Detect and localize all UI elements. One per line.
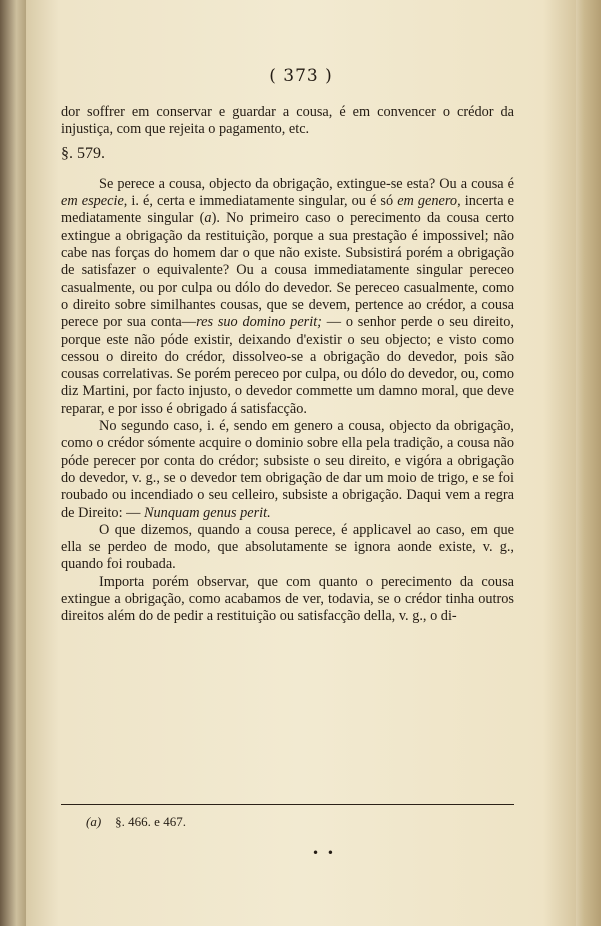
paragraph-1 [61,176,514,418]
footnote-divider [61,804,514,805]
p1-text-3: , i. é, certa e immediatamente singular, ou é só [123,193,398,210]
book-page-edges-right [573,0,601,926]
section-heading: §. 579. [61,144,105,162]
p1-italic-genero: em genero [397,193,458,210]
paragraph-3: O que dizemos, quando a cousa perece, é applicavel ao caso, em que ella se perdeo de modo, que absolutamente se ignora aonde existe, v. g., quando foi roubada. [61,521,514,573]
p1-italic-especie: em especie [61,193,124,210]
p2-text-1: No segundo caso, i. é, sendo em genero a cousa, objecto da obrigação, como o crédor sómente acquire o dominio sobre ella pela tradição, a cousa não póde perecer por conta do crédor; subsiste o seu direito, e vigóra a obrigação do devedor, v. g., se o devedor tem obrigação de dar um moio de trigo, e se foi roubado ou incendiado o seu celleiro, subsiste a obrigação. Daqui vem a regra de Direito: — [61,418,514,521]
footnote-mark: (a) [86,814,102,829]
paragraph-2 [61,418,514,522]
p1-text-9: — o senhor perde o seu direito, porque este não póde existir, deixando d'existir o seu objecto; e visto como cessou o direito do crédor, dissolveo-se a obrigação do devedor, pois são cousas correlativas. Se porém pereceo por culpa, ou dólo do devedor, ou, como diz Martini, por facto injusto, o devedor commette um damno moral, que deve reparar, e por isso é obrigado á satisfacção. [61,314,514,417]
p1-text-5: , incerta e mediatamente singular ( [61,193,515,227]
signature-mark: • • [312,846,336,860]
p1-text-7: ). No primeiro caso o perecimento da cousa certo extingue a obrigação da restituição, porque a sua prestação é impossivel; não cabe nas forças do homem dar o que não existe. Subsistirá porém a obrigação de satisfazer o equivalente? Ou a cousa immediatamente singular pereceo casualmente, ou por culpa ou dólo do devedor. Se pereceo casualmente, como o direito sobre similhantes cousas, que se devem, pertence ao crédor, a cousa perece por sua conta— [61,210,514,331]
paragraph-4: Importa porém observar, que com quanto o perecimento da cousa extingue a obrigação, como acabamos de ver, todavia, se o crédor tinha outros direitos além do de pedir a restituição ou satisfacção della, v. g., o di- [61,573,514,625]
p1-italic-maxim: res suo domino perit; [196,314,322,331]
continuation-paragraph: dor soffrer em conservar e guardar a cousa, é em convencer o crédor da injustiça, com que rejeita o pagamento, etc. [61,104,514,138]
footnote-text: §. 466. e 467. [115,814,186,829]
body-text [61,104,514,626]
p1-text-1: Se perece a cousa, objecto da obrigação, extingue-se esta? Ou a cousa é [99,175,514,192]
page-number: ( 373 ) [269,66,333,86]
p2-italic-maxim: Nunquam genus perit. [143,504,271,521]
p1-footnote-ref: a [204,210,212,227]
book-page [26,0,576,926]
footnote [86,814,186,830]
